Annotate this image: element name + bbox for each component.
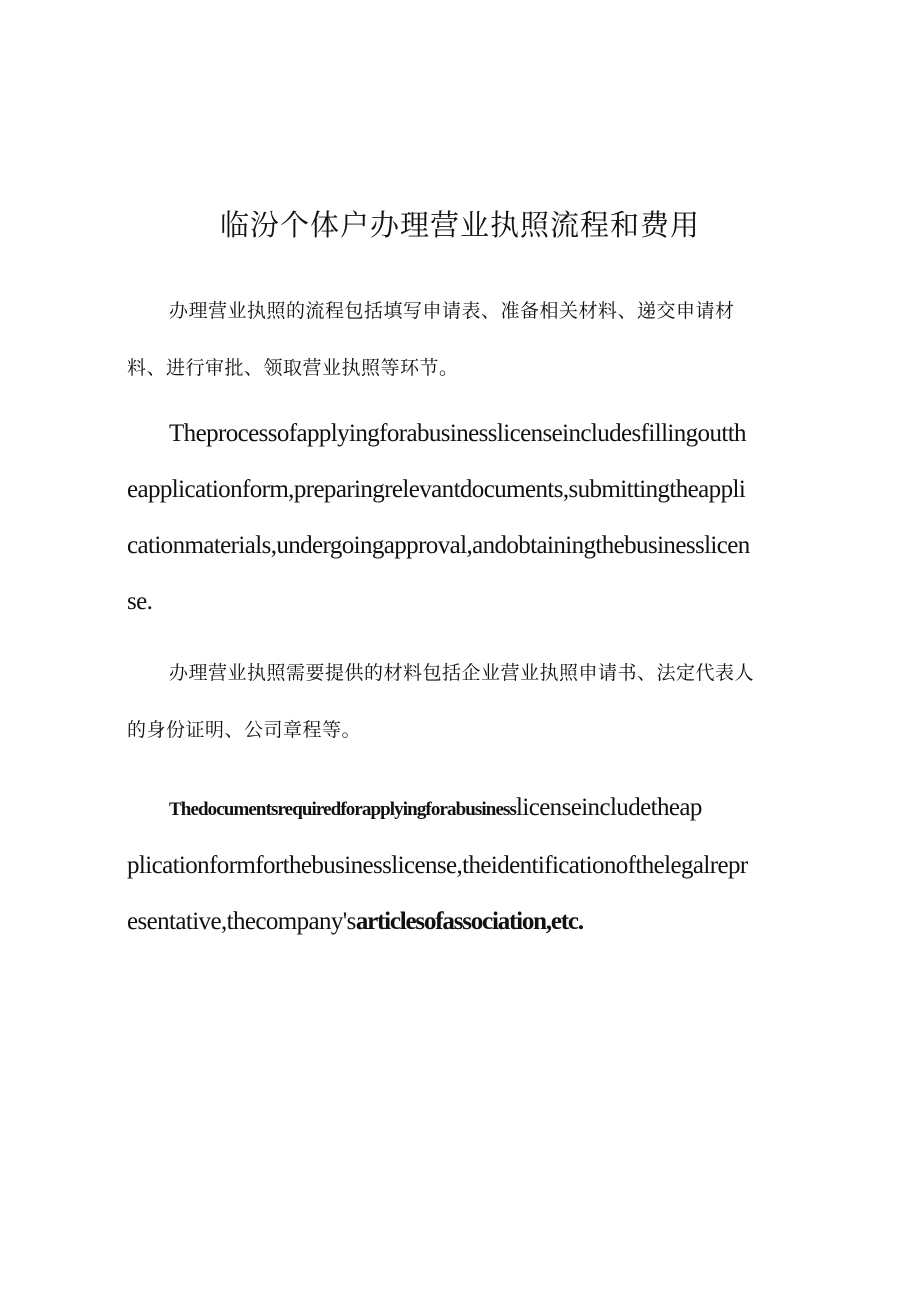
paragraph-line: 办理营业执照的流程包括填写申请表、准备相关材料、递交申请材 xyxy=(169,300,735,322)
paragraph-line xyxy=(127,894,787,950)
paragraph-line: plicationformforthebusinesslicense,theidentificationofthelegalrepr xyxy=(127,852,748,879)
paragraph-line xyxy=(127,780,787,838)
paragraph-line: 的身份证明、公司章程等。 xyxy=(127,719,362,741)
paragraph-line: 料、进行审批、领取营业执照等环节。 xyxy=(127,357,459,379)
paragraph-line: se. xyxy=(127,588,153,615)
bold-run: articlesofassociation,etc. xyxy=(355,908,583,935)
bold-run: Thedocumentsrequiredforapplyingforabusiness xyxy=(169,799,516,820)
paragraph-line: cationmaterials,undergoingapproval,andobtainingthebusinesslicen xyxy=(127,532,750,559)
paragraph-materials-zh xyxy=(127,645,787,759)
document-title: 临汾个体户办理营业执照流程和费用 xyxy=(219,208,700,242)
paragraph-materials-en xyxy=(127,780,787,950)
paragraph-process-en xyxy=(127,406,787,630)
paragraph-line: Theprocessofapplyingforabusinesslicenseincludesfillingoutth xyxy=(169,420,746,447)
paragraph-line: eapplicationform,preparingrelevantdocuments,submittingtheappli xyxy=(127,476,746,503)
paragraph-process-zh xyxy=(127,283,787,397)
paragraph-line: 办理营业执照需要提供的材料包括企业营业执照申请书、法定代表人 xyxy=(169,662,755,684)
plain-run: licenseincludetheap xyxy=(516,794,702,821)
plain-run: esentative,thecompany's xyxy=(127,908,356,935)
